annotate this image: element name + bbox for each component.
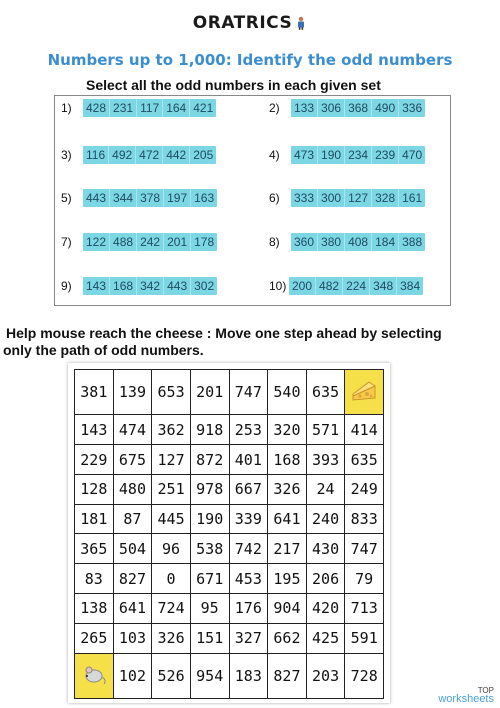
cheese-icon [351,378,377,402]
number-option[interactable]: 378 [137,189,164,207]
maze-cell[interactable]: 151 [190,623,229,653]
set-numbers [289,277,423,295]
number-set-6 [269,189,425,207]
maze-cell[interactable]: 430 [306,534,345,564]
number-option[interactable]: 368 [345,99,372,117]
maze-cell[interactable]: 747 [229,370,268,415]
number-option[interactable]: 133 [291,99,318,117]
maze-cell[interactable]: 827 [268,653,307,698]
maze-cell[interactable]: 203 [306,653,345,698]
maze-cell[interactable]: 96 [152,534,191,564]
maze-cell[interactable]: 103 [113,623,152,653]
set-numbers [291,233,425,251]
number-option[interactable]: 117 [137,99,163,117]
maze-cell[interactable]: 635 [306,370,345,415]
number-option[interactable]: 443 [164,277,191,295]
maze-row [75,474,384,504]
maze-cell[interactable]: 591 [345,623,384,653]
maze-cell[interactable]: 320 [268,415,307,445]
number-option[interactable]: 184 [372,233,399,251]
maze-cell[interactable]: 249 [345,474,384,504]
maze-cell[interactable]: 671 [190,564,229,594]
number-option[interactable]: 300 [318,189,345,207]
maze-cell[interactable]: 168 [268,445,307,475]
maze-cell[interactable]: 641 [113,594,152,624]
maze-cell[interactable]: 176 [229,594,268,624]
number-set-1 [61,99,216,117]
maze-cell[interactable]: 251 [152,474,191,504]
maze-cell[interactable]: 365 [75,534,114,564]
maze-cell[interactable]: 95 [190,594,229,624]
maze-cell[interactable]: 453 [229,564,268,594]
number-option[interactable]: 442 [163,146,190,164]
set-label: 5) [61,191,72,205]
maze-cell[interactable]: 181 [75,504,114,534]
maze-cell[interactable]: 904 [268,594,307,624]
odd-number-maze [74,369,384,699]
maze-cell[interactable]: 414 [345,415,384,445]
number-option[interactable]: 302 [194,279,215,293]
number-set-7 [61,233,217,251]
number-set-9 [61,277,217,295]
set-numbers [83,277,217,295]
maze-cell[interactable]: 127 [152,445,191,475]
maze-cell[interactable]: 480 [113,474,152,504]
number-option[interactable]: 333 [291,189,318,207]
maze-cell[interactable]: 445 [152,504,191,534]
instruction-maze-line2: only the path of odd numbers. [3,342,204,358]
maze-cell[interactable]: 326 [152,623,191,653]
instruction-maze [3,325,498,359]
maze-cell[interactable]: 217 [268,534,307,564]
maze-cell[interactable]: 0 [152,564,191,594]
number-set-4 [269,146,425,164]
number-option[interactable]: 492 [109,146,136,164]
maze-cell[interactable]: 978 [190,474,229,504]
number-option[interactable]: 388 [402,235,423,249]
maze-card [68,363,390,703]
maze-cell[interactable]: 474 [113,415,152,445]
maze-row [75,594,384,624]
number-option[interactable]: 342 [137,277,164,295]
maze-cell[interactable]: 662 [268,623,307,653]
maze-cell[interactable]: 206 [306,564,345,594]
set-numbers [83,233,217,251]
maze-cell[interactable]: 641 [268,504,307,534]
number-option[interactable]: 360 [291,233,318,251]
number-option[interactable]: 116 [83,146,109,164]
maze-cell[interactable]: 240 [306,504,345,534]
mouse-icon-cell [75,653,114,698]
set-label: 10) [269,279,287,293]
set-numbers [291,99,425,117]
maze-cell[interactable]: 253 [229,415,268,445]
maze-row [75,564,384,594]
maze-cell[interactable]: 339 [229,504,268,534]
worksheet-title: Numbers up to 1,000: Identify the odd numbers [47,51,453,69]
number-option[interactable]: 190 [318,146,345,164]
maze-cell[interactable]: 24 [306,474,345,504]
maze-cell[interactable]: 79 [345,564,384,594]
number-option[interactable]: 205 [193,148,214,162]
teacher-figure-icon [295,16,307,30]
maze-cell[interactable]: 713 [345,594,384,624]
maze-cell[interactable]: 128 [75,474,114,504]
number-set-2 [269,99,425,117]
number-option[interactable]: 224 [343,277,370,295]
number-option[interactable]: 161 [402,191,423,205]
maze-row [75,370,384,415]
number-option[interactable]: 380 [318,233,345,251]
maze-cell[interactable]: 83 [75,564,114,594]
maze-cell[interactable]: 183 [229,653,268,698]
maze-cell[interactable]: 393 [306,445,345,475]
maze-cell[interactable]: 195 [268,564,307,594]
set-label: 8) [269,235,280,249]
maze-cell[interactable]: 102 [113,653,152,698]
number-set-10 [269,277,423,295]
maze-row [75,653,384,698]
number-option[interactable]: 239 [372,146,399,164]
number-option[interactable]: 384 [400,279,421,293]
maze-cell[interactable]: 381 [75,370,114,415]
maze-cell[interactable]: 190 [190,504,229,534]
number-option[interactable]: 472 [136,146,163,164]
topworksheets-watermark [438,686,494,704]
maze-cell[interactable]: 138 [75,594,114,624]
maze-cell[interactable]: 747 [345,534,384,564]
number-option[interactable]: 443 [83,189,110,207]
maze-cell[interactable]: 362 [152,415,191,445]
maze-cell[interactable]: 401 [229,445,268,475]
maze-cell[interactable]: 201 [190,370,229,415]
set-numbers [83,99,216,117]
number-set-5 [61,189,217,207]
maze-cell[interactable]: 675 [113,445,152,475]
set-numbers [83,189,217,207]
maze-cell[interactable]: 540 [268,370,307,415]
maze-cell[interactable]: 653 [152,370,191,415]
maze-cell[interactable]: 827 [113,564,152,594]
maze-cell[interactable]: 833 [345,504,384,534]
number-option[interactable]: 306 [318,99,345,117]
maze-cell[interactable]: 954 [190,653,229,698]
maze-cell[interactable]: 327 [229,623,268,653]
maze-cell[interactable]: 872 [190,445,229,475]
number-option[interactable]: 428 [83,99,110,117]
number-option[interactable]: 336 [402,101,423,115]
mouse-icon [80,662,108,686]
brand-logo [0,13,500,33]
set-label: 9) [61,279,72,293]
maze-cell[interactable]: 742 [229,534,268,564]
watermark-top: TOP [477,686,494,695]
number-set-3 [61,146,216,164]
maze-row [75,415,384,445]
number-option[interactable]: 197 [164,189,191,207]
number-option[interactable]: 482 [316,277,343,295]
instruction-select-odd: Select all the odd numbers in each given set [86,77,381,93]
maze-cell[interactable]: 538 [190,534,229,564]
number-option[interactable]: 328 [372,189,399,207]
set-numbers [291,189,425,207]
set-label: 2) [269,101,280,115]
maze-row [75,445,384,475]
number-option[interactable]: 127 [345,189,372,207]
number-option[interactable]: 488 [110,233,137,251]
number-option[interactable]: 408 [345,233,372,251]
maze-cell[interactable]: 229 [75,445,114,475]
maze-cell[interactable]: 326 [268,474,307,504]
number-option[interactable]: 473 [291,146,318,164]
number-option[interactable]: 164 [163,99,190,117]
number-set-8 [269,233,425,251]
set-numbers [83,146,216,164]
maze-row [75,534,384,564]
number-option[interactable]: 490 [372,99,399,117]
number-option[interactable]: 122 [83,233,110,251]
maze-row [75,623,384,653]
maze-cell[interactable]: 504 [113,534,152,564]
number-option[interactable]: 163 [194,191,215,205]
number-option[interactable]: 178 [194,235,215,249]
maze-cell[interactable]: 143 [75,415,114,445]
set-label: 6) [269,191,280,205]
number-option[interactable]: 344 [110,189,137,207]
maze-cell[interactable]: 728 [345,653,384,698]
cheese-icon-cell [345,370,384,415]
number-option[interactable]: 143 [83,277,110,295]
maze-cell[interactable]: 526 [152,653,191,698]
set-label: 4) [269,148,280,162]
maze-cell[interactable]: 635 [345,445,384,475]
instruction-maze-line1: Help mouse reach the cheese : Move one step ahead by selecting [6,325,442,341]
set-label: 7) [61,235,72,249]
logo-wordmark: ORATRICS [193,13,307,33]
maze-cell[interactable]: 918 [190,415,229,445]
set-label: 3) [61,148,72,162]
set-label: 1) [61,101,72,115]
number-option[interactable]: 200 [289,277,316,295]
number-option[interactable]: 421 [193,101,214,115]
watermark-bottom: worksheets [438,693,494,705]
number-option[interactable]: 234 [345,146,372,164]
number-option[interactable]: 231 [110,99,137,117]
maze-cell[interactable]: 425 [306,623,345,653]
set-numbers [291,146,425,164]
number-option[interactable]: 470 [402,148,423,162]
number-option[interactable]: 168 [110,277,137,295]
number-option[interactable]: 201 [164,233,191,251]
maze-row [75,504,384,534]
maze-cell[interactable]: 571 [306,415,345,445]
maze-cell[interactable]: 139 [113,370,152,415]
maze-cell[interactable]: 724 [152,594,191,624]
number-option[interactable]: 242 [137,233,164,251]
number-option[interactable]: 348 [370,277,397,295]
maze-cell[interactable]: 265 [75,623,114,653]
maze-cell[interactable]: 420 [306,594,345,624]
maze-cell[interactable]: 87 [113,504,152,534]
maze-cell[interactable]: 667 [229,474,268,504]
